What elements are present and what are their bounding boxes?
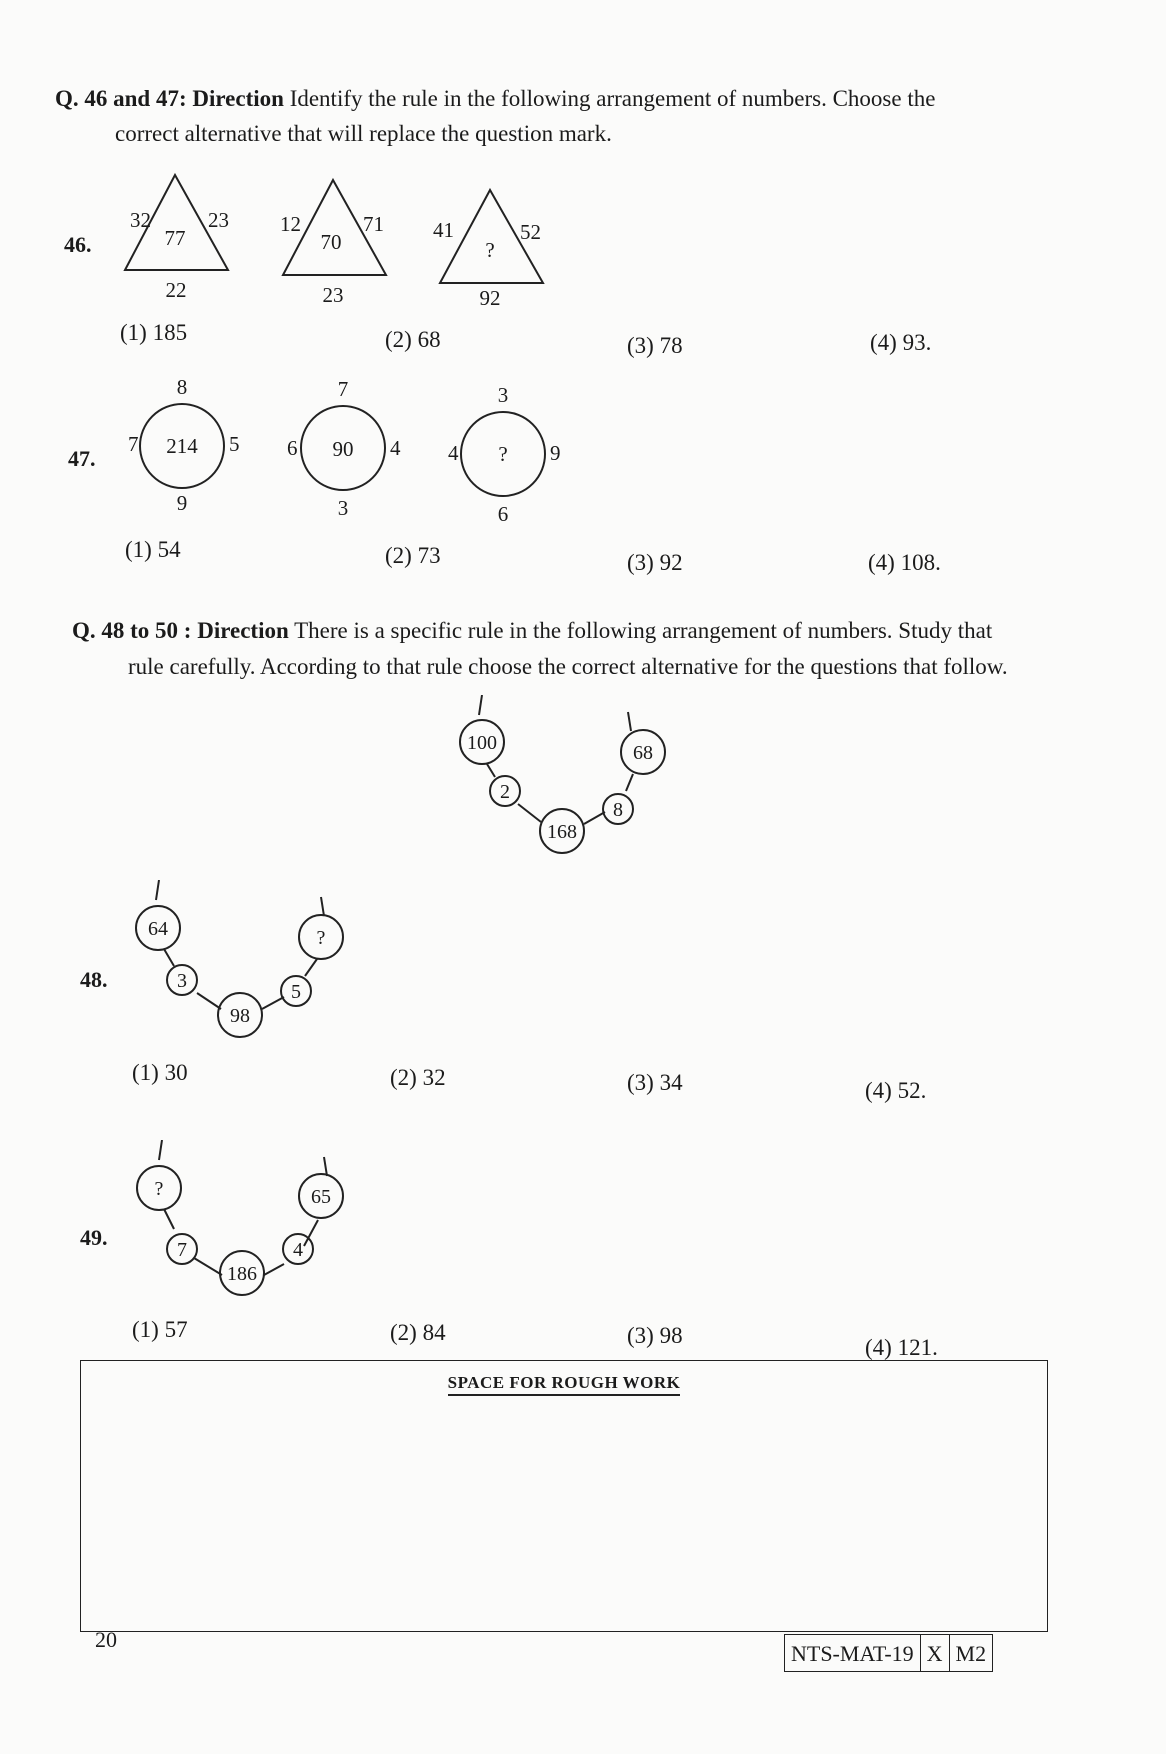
q47-circle-1: [128, 375, 240, 515]
q47-circle-2: [287, 377, 401, 520]
chain-node-d: 5: [291, 981, 301, 1003]
chain-node-d: 4: [293, 1239, 303, 1261]
circle-right-value: 5: [229, 432, 240, 456]
triangle-right-value: 71: [363, 212, 384, 236]
q47-circles: [110, 368, 580, 528]
triangle-inside-value: ?: [485, 238, 495, 262]
chain-node-d: 8: [613, 799, 623, 821]
section2-text: There is a specific rule in the following arrangement of numbers. Study that: [294, 618, 993, 643]
q47-option-3: (3) 92: [627, 550, 683, 575]
triangle-left-value: 12: [280, 212, 301, 236]
q48-option-1: (1) 30: [132, 1060, 188, 1085]
circle-bottom-value: 9: [176, 491, 188, 515]
q47-option-1: (1) 54: [125, 537, 181, 562]
q46-triangles: [110, 165, 570, 315]
paper-code: NTS-MAT-19: [791, 1641, 914, 1666]
circle-inside-value: 90: [332, 437, 354, 461]
chain-node-b: 3: [177, 970, 187, 992]
q49-number: 49.: [80, 1225, 108, 1250]
q47-circle-3: [448, 383, 561, 526]
section2-heading: Q. 48 to 50 : Direction: [72, 618, 289, 643]
triangle-right-value: 52: [520, 220, 541, 244]
triangle-left-value: 41: [433, 218, 454, 242]
circle-left-value: 4: [448, 441, 459, 465]
chain-node-a: 64: [148, 918, 168, 940]
q46-triangle-3: [433, 190, 543, 310]
q49-chain: [132, 1140, 362, 1305]
q47-option-2: (2) 73: [385, 543, 441, 568]
q46-option-3: (3) 78: [627, 333, 683, 358]
q47-number: 47.: [68, 446, 96, 471]
section2-text-line2: rule carefully. According to that rule choose the correct alternative for the questions that follow.: [128, 654, 1008, 679]
q46-option-2: (2) 68: [385, 327, 441, 352]
q48-option-4: (4) 52.: [865, 1078, 927, 1103]
paper-medium: M2: [949, 1635, 993, 1671]
q46-number: 46.: [64, 232, 92, 257]
circle-top-value: 8: [176, 375, 188, 399]
circle-top-value: 7: [337, 377, 349, 401]
section1-heading: Q. 46 and 47: Direction: [55, 86, 284, 111]
page-number: 20: [95, 1627, 117, 1652]
circle-top-value: 3: [497, 383, 509, 407]
chain-node-b: 2: [500, 781, 510, 803]
q46-triangle-2: [280, 180, 386, 307]
section1-text-line2: correct alternative that will replace the question mark.: [115, 121, 612, 146]
q46-option-4: (4) 93.: [870, 330, 932, 355]
triangle-bottom-value: 92: [479, 286, 501, 310]
circle-bottom-value: 6: [497, 502, 509, 526]
circle-left-value: 7: [128, 432, 139, 456]
q46-triangle-1: [125, 175, 229, 302]
paper-code-box: [784, 1634, 993, 1672]
triangle-left-value: 32: [130, 208, 151, 232]
section1-direction: [55, 80, 1115, 118]
chain-node-e: ?: [316, 927, 326, 949]
q48-chain: [132, 880, 362, 1040]
circle-bottom-value: 3: [337, 496, 349, 520]
q49-option-1: (1) 57: [132, 1317, 188, 1342]
triangle-right-value: 23: [208, 208, 229, 232]
circle-inside-value: 214: [166, 434, 198, 458]
chain-node-c: 186: [227, 1263, 257, 1285]
triangle-inside-value: 77: [164, 226, 186, 250]
triangle-bottom-value: 23: [322, 283, 344, 307]
chain-node-a: 100: [467, 732, 497, 754]
q49-option-4: (4) 121.: [865, 1335, 938, 1360]
circle-inside-value: ?: [498, 442, 508, 466]
rough-work-title: SPACE FOR ROUGH WORK: [81, 1373, 1047, 1393]
section1-text: Identify the rule in the following arrangement of numbers. Choose the: [289, 86, 936, 111]
rough-work-box: [80, 1360, 1048, 1632]
circle-right-value: 9: [550, 441, 561, 465]
q49-option-3: (3) 98: [627, 1323, 683, 1348]
chain-node-c: 98: [230, 1005, 250, 1027]
q49-option-2: (2) 84: [390, 1320, 446, 1345]
chain-node-e: 65: [311, 1186, 331, 1208]
triangle-bottom-value: 22: [165, 278, 187, 302]
triangle-inside-value: 70: [320, 230, 342, 254]
q47-option-4: (4) 108.: [868, 550, 941, 575]
q48-number: 48.: [80, 967, 108, 992]
circle-left-value: 6: [287, 436, 298, 460]
q46-option-1: (1) 185: [120, 320, 188, 345]
chain-node-c: 168: [547, 821, 577, 843]
example-chain: [455, 695, 685, 855]
chain-node-a: ?: [154, 1178, 164, 1200]
circle-right-value: 4: [390, 436, 401, 460]
paper-set: X: [920, 1635, 949, 1671]
section2-direction: [72, 612, 1072, 650]
chain-node-e: 68: [633, 742, 653, 764]
q48-option-2: (2) 32: [390, 1065, 446, 1090]
q48-option-3: (3) 34: [627, 1070, 683, 1095]
chain-node-b: 7: [177, 1239, 187, 1261]
